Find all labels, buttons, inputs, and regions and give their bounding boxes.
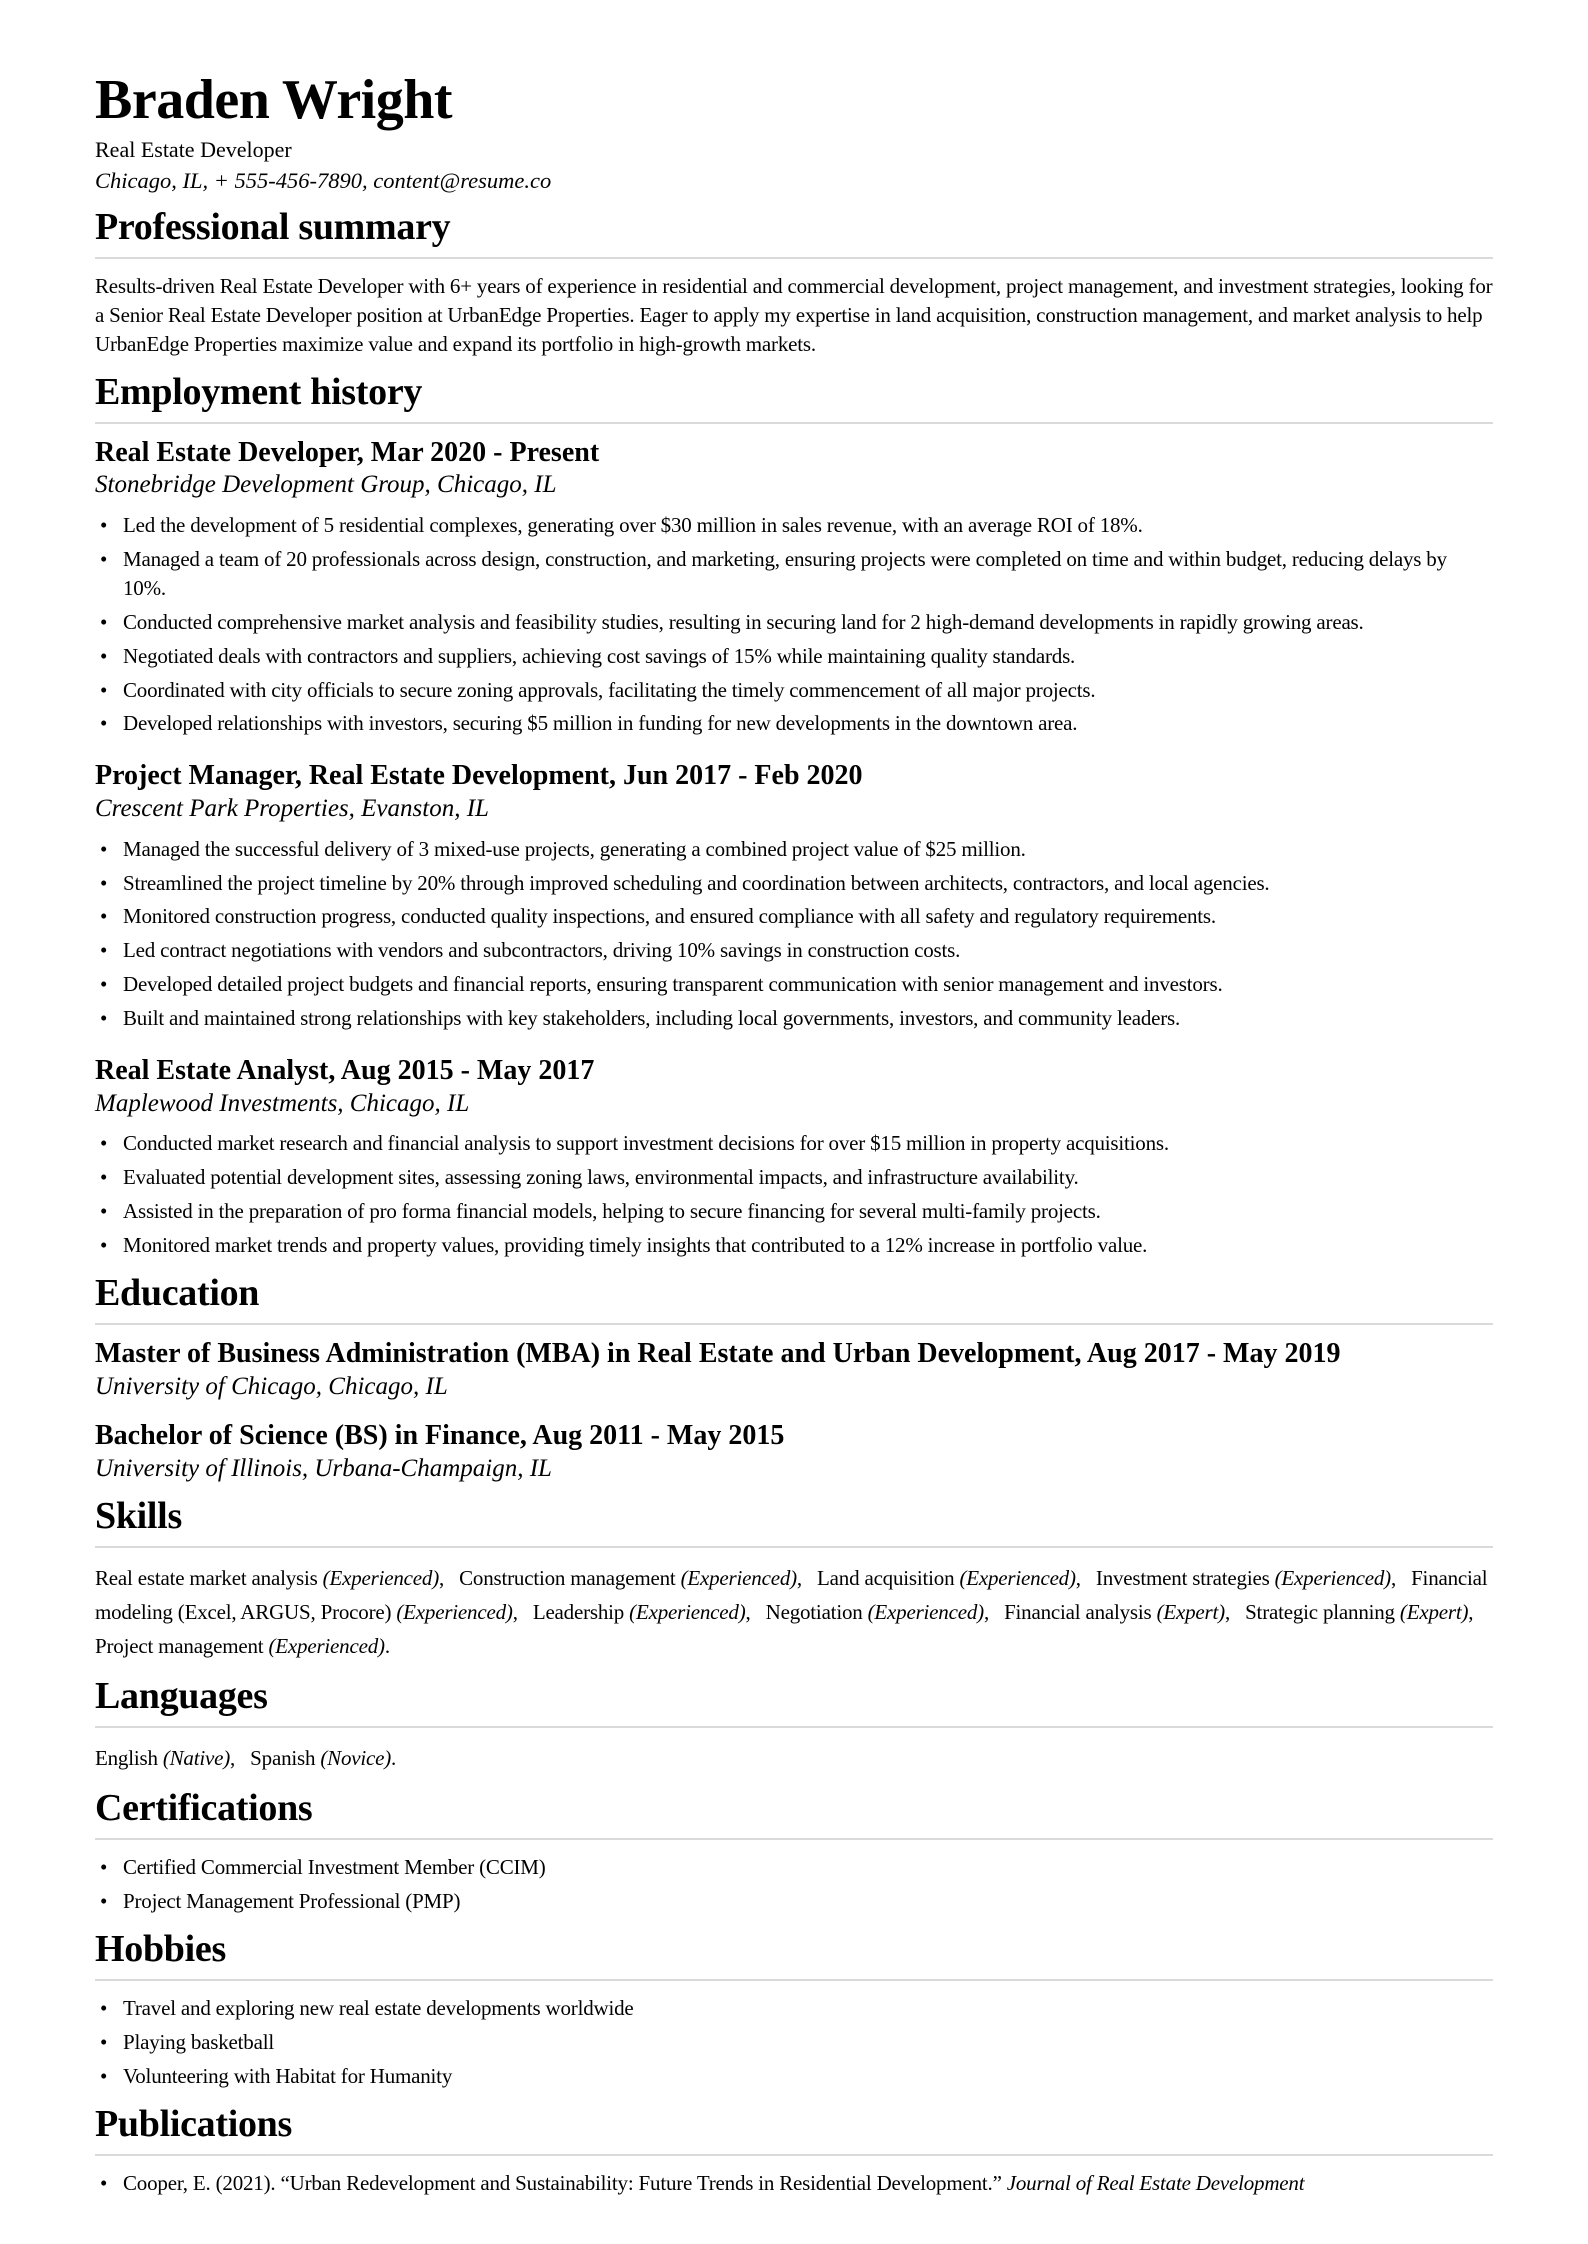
job-bullet: • Led contract negotiations with vendors and subcontractors, driving 10% savings in construction costs. (123, 936, 1493, 965)
education-heading: Education (95, 1274, 1493, 1325)
skill-item: Investment strategies (Experienced), (1095, 1566, 1397, 1591)
job-company: Maplewood Investments, Chicago, IL (95, 1089, 470, 1117)
section-education (95, 1274, 1493, 1483)
job-title: Real Estate Analyst, Aug 2015 - May 2017 (95, 1055, 595, 1087)
job-bullet: • Developed relationships with investors, securing $5 million in funding for new developments in the downtown area. (123, 709, 1493, 738)
job-title: Project Manager, Real Estate Development, Jun 2017 - Feb 2020 (95, 760, 863, 792)
job-bullet: • Monitored market trends and property values, providing timely insights that contributed to a 12% increase in portfolio value. (123, 1231, 1493, 1260)
languages-heading: Languages (95, 1677, 1493, 1728)
job-title: Real Estate Developer, Mar 2020 - Present (95, 436, 600, 468)
job-bullet-list (95, 835, 1493, 1034)
education-degree: Bachelor of Science (BS) in Finance, Aug 2011 - May 2015 (95, 1420, 785, 1452)
summary-heading: Professional summary (95, 208, 1493, 259)
language-item-level: (Novice) (320, 1746, 392, 1771)
job-company: Stonebridge Development Group, Chicago, IL (95, 470, 557, 498)
skill-item: Financial modeling (Excel, ARGUS, Procore) (Experienced), (95, 1566, 1488, 1625)
education-list (95, 1338, 1493, 1483)
certification-item: • Certified Commercial Investment Member (CCIM) (123, 1853, 1493, 1882)
skill-item: Project management (Experienced). (95, 1634, 390, 1659)
job-entry (95, 437, 1493, 739)
skill-item-level: (Experienced) (396, 1600, 513, 1625)
education-degree: Master of Business Administration (MBA) in Real Estate and Urban Development, Aug 2017 - May 2019 (95, 1338, 1341, 1370)
jobs-list (95, 437, 1493, 1261)
job-bullet: • Developed detailed project budgets and financial reports, ensuring transparent communication with senior management and investors. (123, 970, 1493, 999)
job-bullet: • Monitored construction progress, conducted quality inspections, and ensured compliance with all safety and regulatory requirements. (123, 902, 1493, 931)
skill-item-level: (Experienced) (322, 1566, 439, 1591)
skill-item-level: (Experienced) (959, 1566, 1076, 1591)
job-bullet-list (95, 511, 1493, 739)
skill-item-level: (Expert) (1156, 1600, 1225, 1625)
skill-item: Leadership (Experienced), (532, 1600, 751, 1625)
skill-item: Real estate market analysis (Experienced), (95, 1566, 445, 1591)
job-bullet: • Streamlined the project timeline by 20% through improved scheduling and coordination between architects, contractors, and local agencies. (123, 869, 1493, 898)
section-employment-history (95, 370, 1493, 1261)
section-hobbies (95, 1930, 1493, 2091)
job-bullet-list (95, 1129, 1493, 1260)
hobbies-list (95, 1994, 1493, 2091)
certifications-heading: Certifications (95, 1789, 1493, 1840)
hobby-item: • Volunteering with Habitat for Humanity (123, 2062, 1493, 2091)
section-certifications (95, 1789, 1493, 1916)
publication-journal: Journal of Real Estate Development (1006, 2170, 1305, 2195)
skill-item-level: (Experienced) (1274, 1566, 1391, 1591)
skills-text (95, 1561, 1493, 1663)
job-bullet: • Conducted comprehensive market analysis and feasibility studies, resulting in securing land for 2 high-demand developments in rapidly growing areas. (123, 608, 1493, 637)
job-bullet: • Managed the successful delivery of 3 mixed-use projects, generating a combined project value of $25 million. (123, 835, 1493, 864)
skill-item-level: (Experienced) (867, 1600, 984, 1625)
section-professional-summary (95, 205, 1493, 359)
section-skills (95, 1497, 1493, 1663)
employment-heading: Employment history (95, 373, 1493, 424)
skill-item-level: (Experienced) (268, 1634, 385, 1659)
hobbies-heading: Hobbies (95, 1930, 1493, 1981)
skill-item: Construction management (Experienced), (459, 1566, 802, 1591)
job-bullet: • Negotiated deals with contractors and suppliers, achieving cost savings of 15% while maintaining quality standards. (123, 642, 1493, 671)
skills-heading: Skills (95, 1497, 1493, 1548)
education-school: University of Illinois, Urbana-Champaign, IL (95, 1454, 552, 1482)
skill-item-level: (Expert) (1399, 1600, 1469, 1625)
publication-item: • Cooper, E. (2021). “Urban Redevelopment and Sustainability: Future Trends in Residential Development.” Journal of Real Estate Development (123, 2169, 1493, 2198)
language-item: Spanish (Novice). (250, 1746, 397, 1771)
skill-item: Financial analysis (Expert), (1004, 1600, 1231, 1625)
job-bullet: • Assisted in the preparation of pro forma financial models, helping to secure financing for several multi-family projects. (123, 1197, 1493, 1226)
job-bullet: • Managed a team of 20 professionals across design, construction, and marketing, ensuring projects were completed on time and within budget, reducing delays by 10%. (123, 545, 1493, 603)
candidate-job-title: Real Estate Developer (95, 137, 292, 163)
job-entry (95, 760, 1493, 1033)
hobby-item: • Playing basketball (123, 2028, 1493, 2057)
languages-text (95, 1741, 1493, 1775)
publications-list (95, 2169, 1493, 2198)
section-publications (95, 2102, 1493, 2198)
skill-item: Land acquisition (Experienced), (817, 1566, 1081, 1591)
hobby-item: • Travel and exploring new real estate developments worldwide (123, 1994, 1493, 2023)
skill-item-level: (Experienced) (629, 1600, 746, 1625)
resume-header (95, 70, 1493, 194)
job-bullet: • Led the development of 5 residential complexes, generating over $30 million in sales revenue, with an average ROI of 18%. (123, 511, 1493, 540)
certification-item: • Project Management Professional (PMP) (123, 1887, 1493, 1916)
section-languages (95, 1677, 1493, 1775)
job-bullet: • Coordinated with city officials to secure zoning approvals, facilitating the timely commencement of all major projects. (123, 676, 1493, 705)
summary-text: Results-driven Real Estate Developer with 6+ years of experience in residential and commercial development, project management, and investment strategies, looking for a Senior Real Estate Developer position at UrbanEdge Properties. Eager to apply my expertise in land acquisition, construction management, and market analysis to help UrbanEdge Properties maximize value and expand its portfolio in high-growth markets. (95, 273, 1493, 356)
skill-item: Negotiation (Experienced), (765, 1600, 989, 1625)
job-bullet: • Built and maintained strong relationships with key stakeholders, including local governments, investors, and community leaders. (123, 1004, 1493, 1033)
job-entry (95, 1055, 1493, 1260)
education-entry (95, 1338, 1493, 1401)
candidate-contact: Chicago, IL, + 555-456-7890, content@resume.co (95, 167, 552, 193)
candidate-name: Braden Wright (95, 69, 453, 131)
language-item: English (Native), (95, 1746, 236, 1771)
publications-heading: Publications (95, 2105, 1493, 2156)
certifications-list (95, 1853, 1493, 1916)
language-item-level: (Native) (162, 1746, 231, 1771)
job-bullet: • Conducted market research and financial analysis to support investment decisions for over $15 million in property acquisitions. (123, 1129, 1493, 1158)
job-company: Crescent Park Properties, Evanston, IL (95, 794, 489, 822)
skill-item: Strategic planning (Expert), (1245, 1600, 1474, 1625)
education-school: University of Chicago, Chicago, IL (95, 1372, 448, 1400)
skill-item-level: (Experienced) (680, 1566, 797, 1591)
education-entry (95, 1420, 1493, 1483)
job-bullet: • Evaluated potential development sites, assessing zoning laws, environmental impacts, and infrastructure availability. (123, 1163, 1493, 1192)
